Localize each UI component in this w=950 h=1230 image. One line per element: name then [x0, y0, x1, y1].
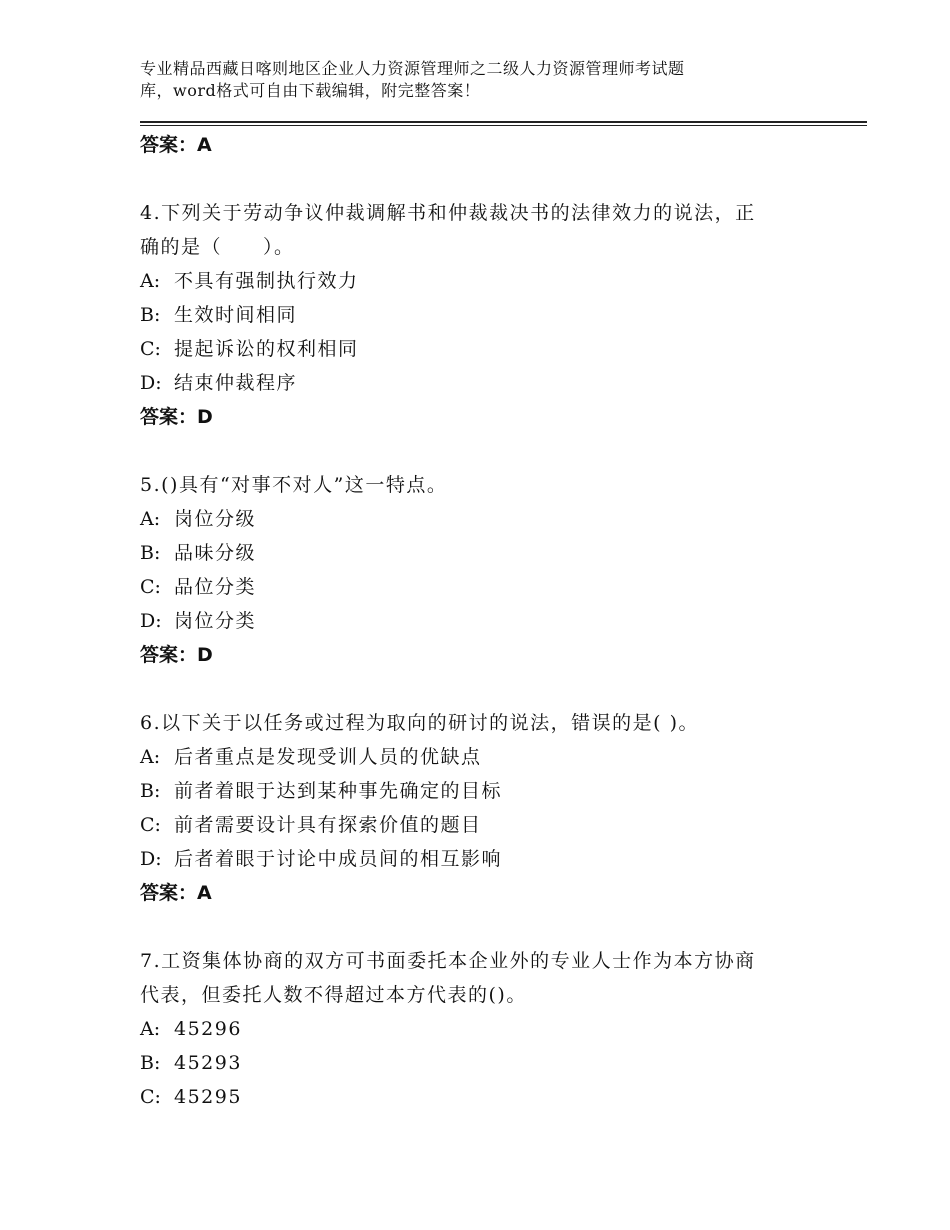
option-c [140, 570, 840, 604]
question-item [140, 706, 840, 910]
option-letter: D: [140, 848, 162, 870]
question-text-line: 6.以下关于以任务或过程为取向的研讨的说法，错误的是( )。 [140, 712, 699, 734]
option-text: 岗位分类 [174, 610, 257, 632]
question-item [140, 944, 840, 1114]
option-text: 提起诉讼的权利相同 [174, 338, 359, 360]
question-text-line: 代表，但委托人数不得超过本方代表的()。 [140, 984, 527, 1006]
option-text: 45293 [174, 1052, 242, 1074]
option-text: 不具有强制执行效力 [174, 270, 359, 292]
option-letter: C: [140, 338, 161, 360]
question-text-line: 5.()具有“对事不对人”这一特点。 [140, 474, 448, 496]
header-title-line-1: 专业精品西藏日喀则地区企业人力资源管理师之二级人力资源管理师考试题 [140, 59, 685, 78]
option-a [140, 1012, 840, 1046]
option-d [140, 366, 840, 400]
option-text: 后者着眼于讨论中成员间的相互影响 [174, 848, 503, 870]
option-letter: A: [140, 508, 161, 530]
option-letter: B: [140, 780, 161, 802]
option-letter: D: [140, 610, 162, 632]
question-text-line: 7.工资集体协商的双方可书面委托本企业外的专业人士作为本方协商 [140, 950, 756, 972]
header-title-line-2: 库，word格式可自由下载编辑，附完整答案！ [140, 81, 481, 100]
answer-line: 答案：D [140, 644, 213, 666]
option-a [140, 740, 840, 774]
option-c [140, 1080, 840, 1114]
option-letter: C: [140, 814, 161, 836]
option-text: 品味分级 [174, 542, 257, 564]
header-divider-thick [140, 121, 867, 123]
option-text: 岗位分级 [174, 508, 257, 530]
option-d [140, 842, 840, 876]
option-letter: C: [140, 576, 161, 598]
option-text: 结束仲裁程序 [174, 372, 298, 394]
answer-line: 答案：D [140, 406, 213, 428]
option-letter: A: [140, 1018, 161, 1040]
answer-line: 答案：A [140, 882, 212, 904]
option-text: 45296 [174, 1018, 242, 1040]
question-list [140, 128, 840, 1114]
option-b [140, 536, 840, 570]
option-letter: B: [140, 1052, 161, 1074]
option-letter: D: [140, 372, 162, 394]
option-text: 前者需要设计具有探索价值的题目 [174, 814, 482, 836]
option-c [140, 332, 840, 366]
header-divider-thin [140, 125, 867, 126]
option-text: 品位分类 [174, 576, 257, 598]
question-text [140, 706, 840, 740]
option-b [140, 298, 840, 332]
option-text: 生效时间相同 [174, 304, 298, 326]
option-b [140, 774, 840, 808]
answer-line: 答案：A [140, 134, 212, 156]
question-text [140, 468, 840, 502]
option-d [140, 604, 840, 638]
question-text [140, 196, 840, 264]
option-text: 45295 [174, 1086, 242, 1108]
question-item [140, 196, 840, 434]
option-letter: C: [140, 1086, 161, 1108]
option-text: 前者着眼于达到某种事先确定的目标 [174, 780, 503, 802]
page-header [140, 58, 780, 102]
question-text [140, 944, 840, 1012]
option-a [140, 502, 840, 536]
option-c [140, 808, 840, 842]
option-text: 后者重点是发现受训人员的优缺点 [174, 746, 482, 768]
option-letter: A: [140, 746, 161, 768]
option-b [140, 1046, 840, 1080]
option-letter: A: [140, 270, 161, 292]
question-text-line: 确的是（ ）。 [140, 236, 295, 258]
question-text-line: 4.下列关于劳动争议仲裁调解书和仲裁裁决书的法律效力的说法，正 [140, 202, 756, 224]
option-letter: B: [140, 304, 161, 326]
option-a [140, 264, 840, 298]
question-item [140, 468, 840, 672]
option-letter: B: [140, 542, 161, 564]
